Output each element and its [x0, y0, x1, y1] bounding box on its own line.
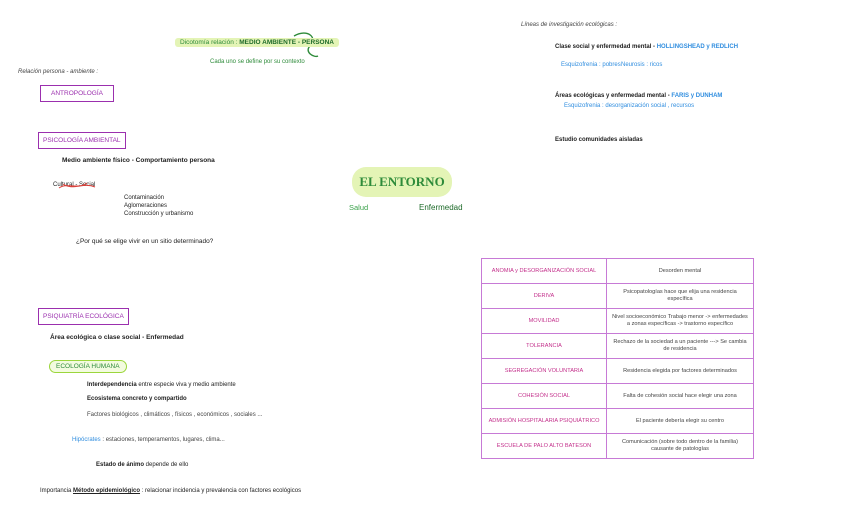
- hipocrates-bold: Hipócrates: [72, 437, 101, 443]
- table-row: [482, 334, 754, 359]
- areas-names: FARIS y DUNHAM: [671, 93, 723, 99]
- areas-sub: Esquizofrenia : desorganización social , recursos: [564, 103, 695, 109]
- psicologia-item: Contaminación: [124, 195, 165, 201]
- relation-label: Relación persona - ambiente :: [18, 69, 99, 75]
- psicologia-item: Construcción y urbanismo: [124, 211, 194, 217]
- hipocrates-rest: : estaciones, temperamentos, lugares, clima...: [100, 437, 225, 443]
- antropologia-box: ANTROPOLOGÍA: [40, 85, 114, 102]
- psicologia-item: Aglomeraciones: [124, 203, 168, 209]
- table-row: [482, 309, 754, 334]
- table-key-cell: ANOMIA y DESORGANIZACIÓN SOCIAL: [482, 259, 607, 284]
- psicologia-question: ¿Por qué se elige vivir en un sitio determinado?: [76, 238, 214, 245]
- strike-scribble-icon: [57, 180, 97, 192]
- importancia-link[interactable]: Método epidemiológico: [73, 488, 141, 494]
- table-value-cell: Rechazo de la sociedad a un paciente ---> Se cambia de residencia: [607, 334, 754, 359]
- psicologia-subtitle: Medio ambiente físico - Comportamiento persona: [62, 157, 215, 164]
- dichotomy-emph: MEDIO AMBIENTE - PERSONA: [239, 39, 334, 46]
- clase-names: HOLLINGSHEAD y REDLICH: [656, 44, 739, 50]
- estado-rest: depende de ello: [144, 462, 189, 468]
- table-row: [482, 384, 754, 409]
- ecosistema-line: Ecosistema concreto y compartido: [87, 396, 187, 402]
- clase-sub-a: Esquizofrenia : pobres: [561, 62, 621, 68]
- table-value-cell: Desorden mental: [607, 259, 754, 284]
- importancia-pre: Importancia: [40, 488, 74, 494]
- table-row: [482, 434, 754, 459]
- cultural-label: [53, 182, 95, 188]
- cultural-text: Cultural - Social: [53, 182, 96, 188]
- table-value-cell: Residencia elegida por factores determinados: [607, 359, 754, 384]
- table-row: [482, 359, 754, 384]
- dichotomy-line: [175, 38, 339, 47]
- table-value-cell: Psicopatologías hace que elija una residencia específica: [607, 284, 754, 309]
- areas-pre: Áreas ecológicas y enfermedad mental -: [555, 93, 672, 99]
- psiquiatria-subtitle: Área ecológica o clase social - Enfermedad: [50, 334, 184, 341]
- table-row: [482, 284, 754, 309]
- dichotomy-sub: Cada uno se define por su contexto: [210, 59, 305, 65]
- table-value-cell: Falta de cohesión social hace elegir una zona: [607, 384, 754, 409]
- enfermedad-label: Enfermedad: [419, 203, 463, 212]
- table-key-cell: COHESIÓN SOCIAL: [482, 384, 607, 409]
- importancia-line: [40, 488, 301, 494]
- interdependencia-bold: Interdependencia: [87, 382, 137, 388]
- relations-table: [481, 258, 754, 459]
- estado-bold: Estado de ánimo: [96, 462, 145, 468]
- psiquiatria-box: PSIQUIATRÍA ECOLÓGICA: [38, 308, 129, 325]
- lineas-title: Líneas de investigación ecológicas :: [521, 22, 618, 28]
- table-value-cell: El paciente debería elegir su centro: [607, 409, 754, 434]
- psicologia-box: PSICOLOGÍA AMBIENTAL: [38, 132, 126, 149]
- areas-line: [555, 93, 722, 99]
- central-topic-title: EL ENTORNO: [359, 174, 445, 189]
- table-key-cell: ADMISIÓN HOSPITALARIA PSIQUIÁTRICO: [482, 409, 607, 434]
- table-key-cell: ESCUELA DE PALO ALTO BATESON: [482, 434, 607, 459]
- table-value-cell: Comunicación (sobre todo dentro de la familia) causante de patologías: [607, 434, 754, 459]
- table-key-cell: DERIVA: [482, 284, 607, 309]
- salud-label: Salud: [349, 203, 369, 212]
- table-key-cell: SEGREGACIÓN VOLUNTARIA: [482, 359, 607, 384]
- table-row: [482, 409, 754, 434]
- ecologia-humana-pill: ECOLOGÍA HUMANA: [49, 360, 127, 373]
- table-row: [482, 259, 754, 284]
- estado-animo-line: [96, 462, 188, 468]
- clase-sub-b: Neurosis : ricos: [621, 62, 663, 68]
- importancia-rest: : relacionar incidencia y prevalencia con factores ecológicos: [140, 488, 302, 494]
- clase-line: [555, 44, 738, 50]
- hipocrates-line: [72, 437, 225, 443]
- interdependencia-line: [87, 382, 236, 388]
- clase-pre: Clase social y enfermedad mental -: [555, 44, 657, 50]
- factores-line: Factores biológicos , climáticos , físicos , económicos , sociales ...: [87, 412, 263, 418]
- table-key-cell: TOLERANCIA: [482, 334, 607, 359]
- estudio-line: Estudio comunidades aisladas: [555, 137, 643, 143]
- table-value-cell: Nivel socioeconómico Trabajo menor -> enfermedades a zonas específicas -> trastorno específico: [607, 309, 754, 334]
- dichotomy-prefix: Dicotomía relación :: [180, 39, 240, 46]
- interdependencia-rest: entre especie viva y medio ambiente: [136, 382, 236, 388]
- table-key-cell: MOVILIDAD: [482, 309, 607, 334]
- central-topic[interactable]: [352, 167, 452, 197]
